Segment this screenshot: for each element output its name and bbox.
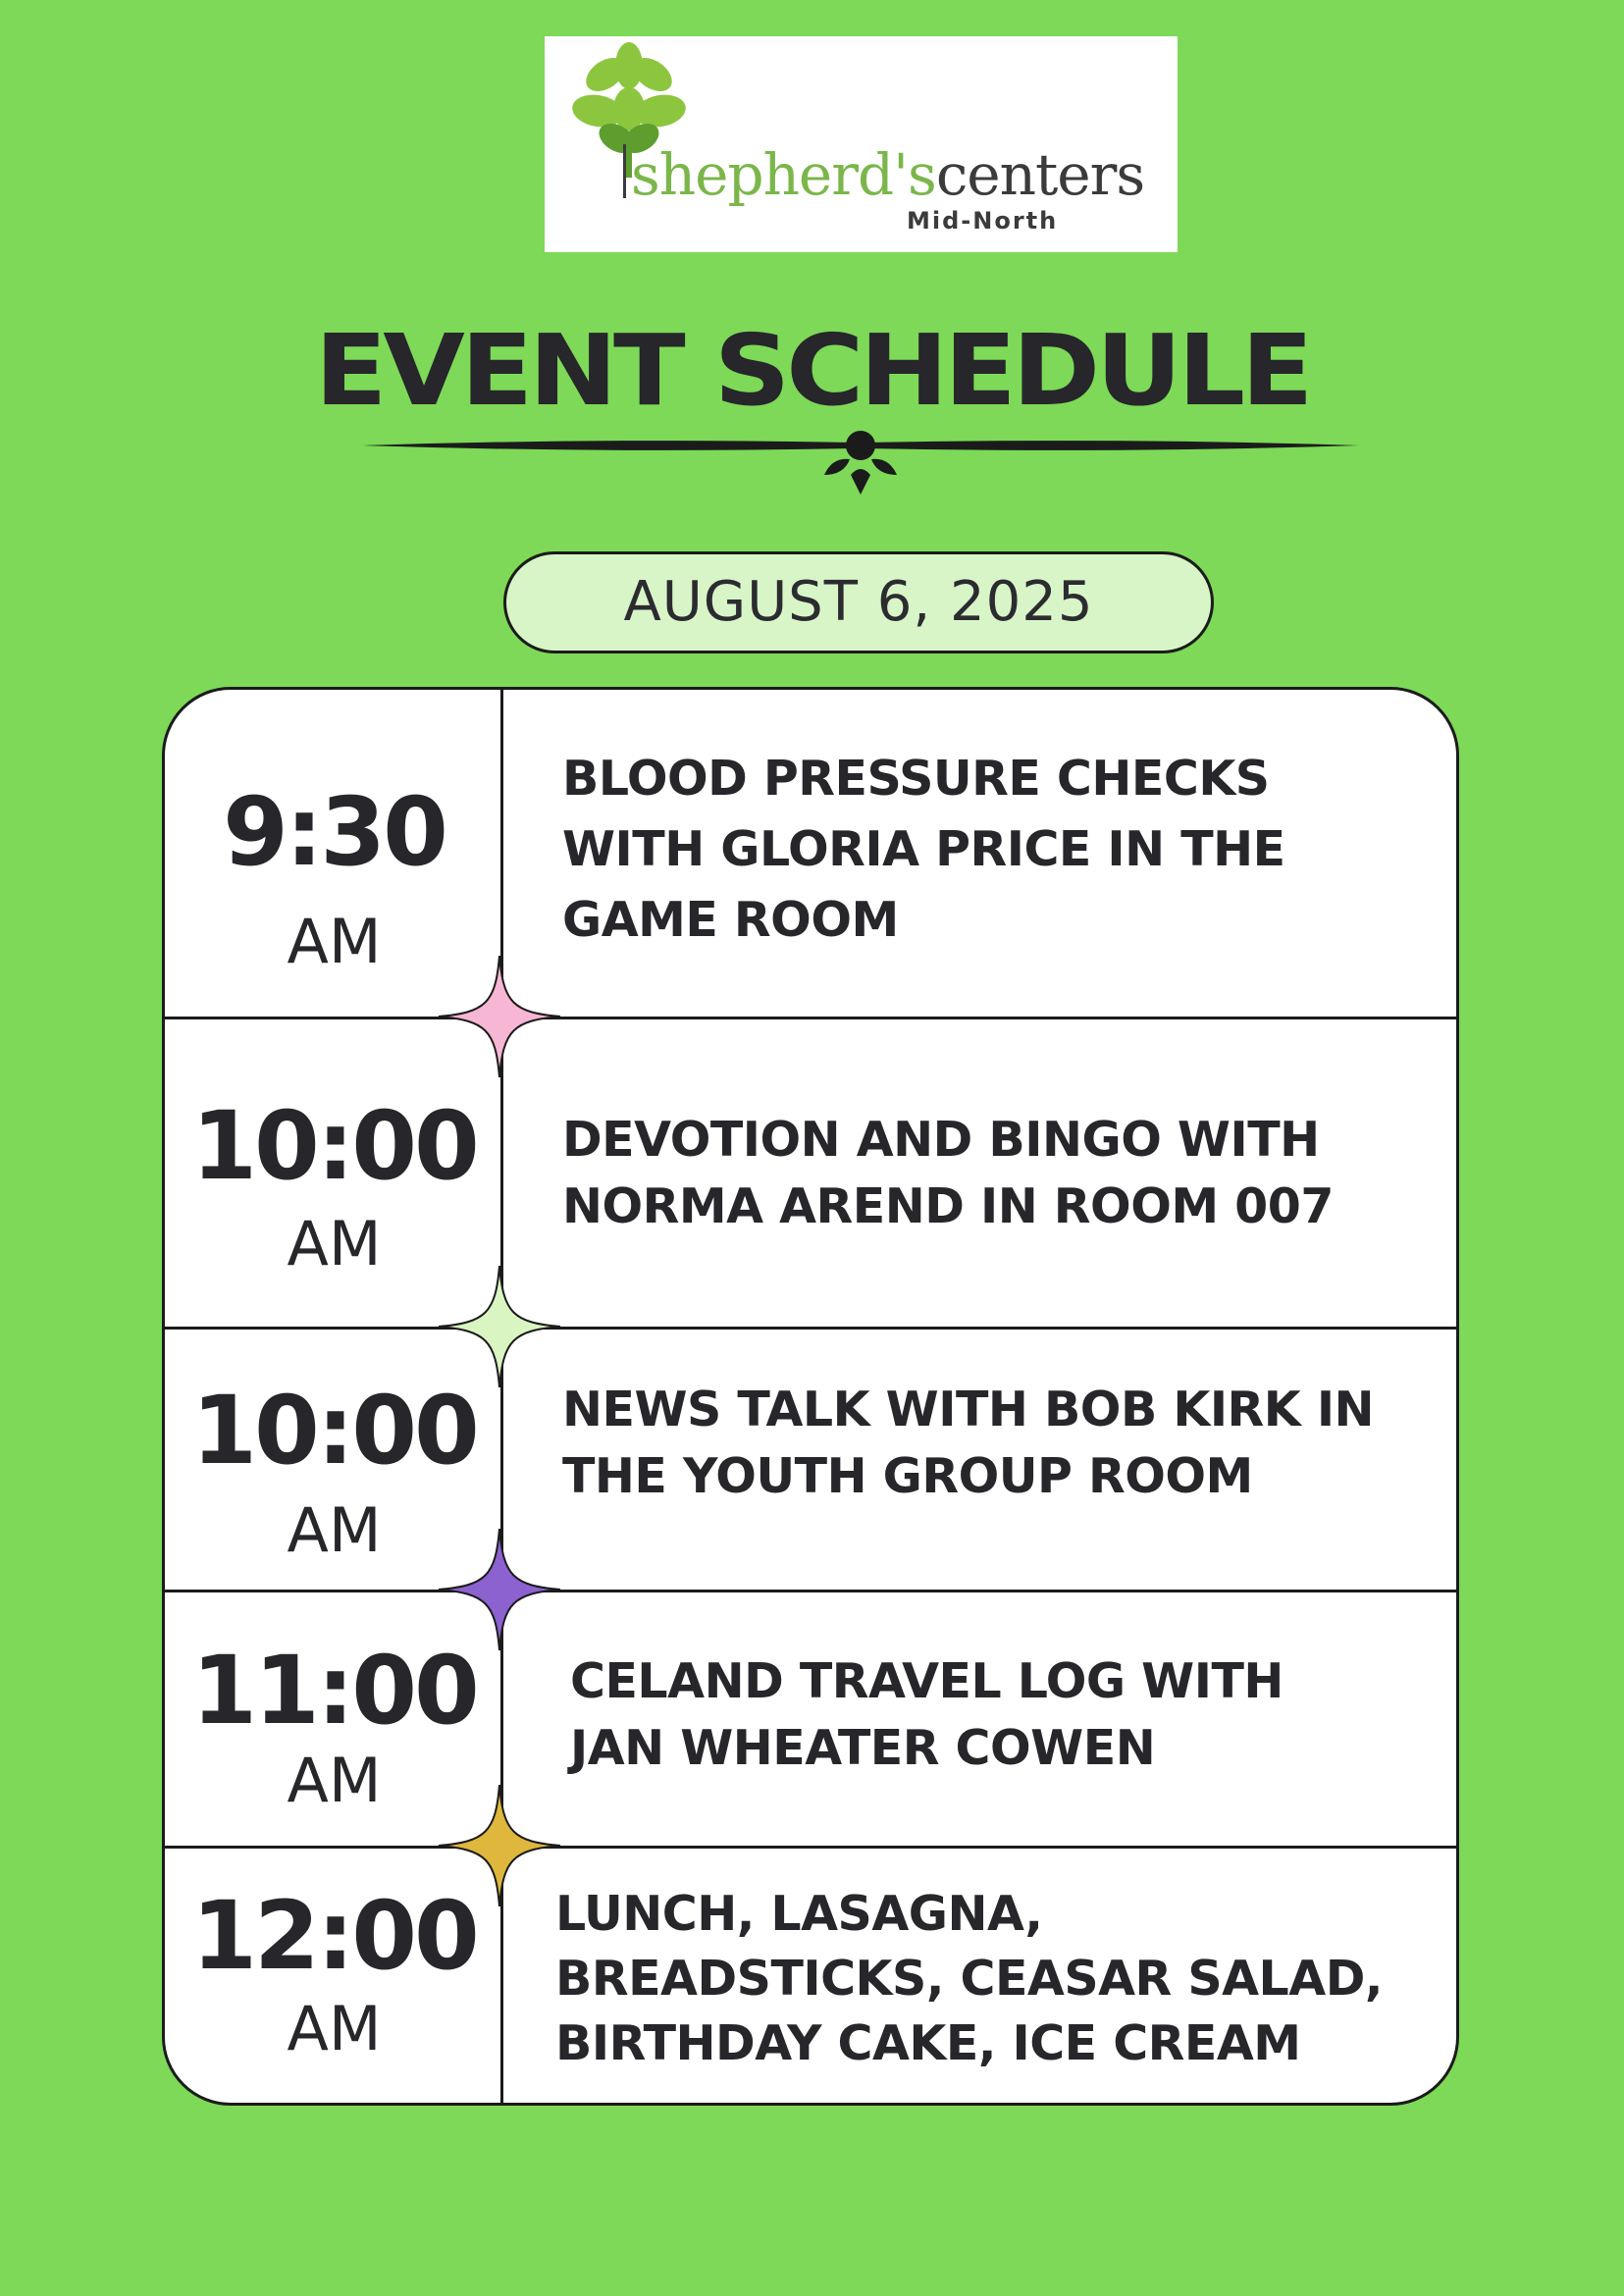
sparkle-icon	[439, 956, 560, 1077]
logo-word-shepherds: shepherd's	[631, 141, 936, 208]
title-divider-ornament-icon	[363, 424, 1359, 502]
date-badge: AUGUST 6, 2025	[503, 551, 1214, 653]
logo-word-centers: centers	[935, 141, 1145, 208]
page-title: EVENT SCHEDULE	[314, 313, 1310, 428]
event-period: AM	[287, 1745, 382, 1816]
event-time: 9:30	[223, 777, 445, 887]
event-description: NEWS TALK WITH BOB KIRK IN THE YOUTH GROUP ROOM	[562, 1382, 1375, 1504]
row-divider	[165, 1590, 1456, 1592]
sparkle-icon	[439, 1266, 560, 1387]
sparkle-icon	[439, 1785, 560, 1906]
logo-subtitle: Mid-North	[907, 207, 1059, 235]
logo-divider	[623, 144, 626, 198]
event-time: 12:00	[191, 1881, 477, 1991]
event-period: AM	[287, 1993, 382, 2064]
logo	[545, 36, 1178, 252]
event-period: AM	[287, 1208, 382, 1279]
row-divider	[165, 1327, 1456, 1330]
event-description: DEVOTION AND BINGO WITH NORMA AREND IN ROOM 007	[562, 1112, 1334, 1234]
row-divider	[165, 1846, 1456, 1849]
logo-wordmark	[631, 141, 1145, 208]
event-description: BLOOD PRESSURE CHECKS WITH GLORIA PRICE IN THE GAME ROOM	[562, 751, 1285, 948]
event-time: 11:00	[191, 1636, 477, 1746]
event-period: AM	[287, 906, 382, 977]
event-description: LUNCH, LASAGNA, BREADSTICKS, CEASAR SALAD, BIRTHDAY CAKE, ICE CREAM	[555, 1886, 1383, 2071]
row-divider	[165, 1017, 1456, 1019]
event-time: 10:00	[191, 1091, 477, 1201]
event-time: 10:00	[191, 1376, 477, 1486]
schedule-table	[162, 687, 1459, 2106]
event-description: CELAND TRAVEL LOG WITH JAN WHEATER COWEN	[570, 1653, 1283, 1776]
event-period: AM	[287, 1494, 382, 1566]
sparkle-icon	[439, 1529, 560, 1650]
